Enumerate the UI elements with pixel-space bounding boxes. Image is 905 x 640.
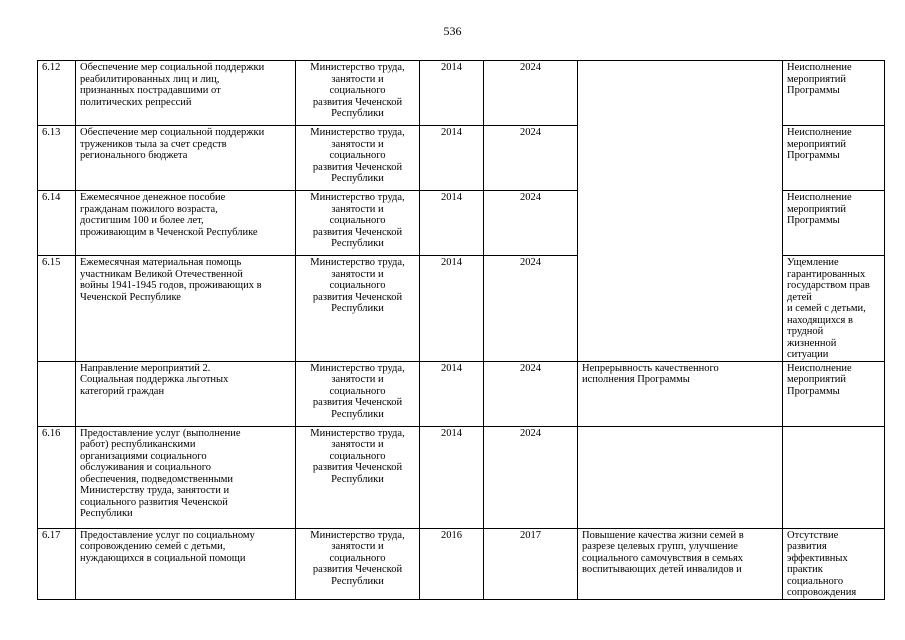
page-number: 536 [443,24,462,38]
end-year: 2024 [484,361,578,426]
row-number: 6.17 [38,528,76,599]
table-row [38,61,885,126]
measure-name: Обеспечение мер социальной поддержки реабилитированных лиц и лиц, признанных пострадавшими от политических репрессий [76,61,296,126]
measure-name: Ежемесячная материальная помощь участникам Великой Отечественной войны 1941-1945 годов, проживающих в Чеченской Республике [76,256,296,362]
expected-result [578,426,783,528]
risk-consequence: Неисполнение мероприятий Программы [783,191,885,256]
executor: Министерство труда, занятости и социального развития Чеченской Республики [296,126,420,191]
row-number: 6.16 [38,426,76,528]
end-year: 2024 [484,126,578,191]
start-year: 2016 [420,528,484,599]
expected-result [578,61,783,362]
end-year: 2024 [484,426,578,528]
row-number: 6.14 [38,191,76,256]
start-year: 2014 [420,256,484,362]
end-year: 2024 [484,61,578,126]
table-row [38,528,885,599]
expected-result: Непрерывность качественного исполнения Программы [578,361,783,426]
end-year: 2017 [484,528,578,599]
row-number: 6.12 [38,61,76,126]
start-year: 2014 [420,191,484,256]
end-year: 2024 [484,256,578,362]
table-row [38,426,885,528]
start-year: 2014 [420,61,484,126]
measure-name: Предоставление услуг по социальному сопровождению семей с детьми, нуждающихся в социальной помощи [76,528,296,599]
measure-name: Ежемесячное денежное пособие гражданам пожилого возраста, достигшим 100 и более лет, проживающим в Чеченской Республике [76,191,296,256]
measure-name: Предоставление услуг (выполнение работ) республиканскими организациями социального обслуживания и социального обеспечения, подведомственными Министерству труда, занятости и социального развития Чеченской Республики [76,426,296,528]
measure-name: Направление мероприятий 2. Социальная поддержка льготных категорий граждан [76,361,296,426]
risk-consequence: Неисполнение мероприятий Программы [783,126,885,191]
risk-consequence: Отсутствие развития эффективных практик социального сопровождения [783,528,885,599]
expected-result: Повышение качества жизни семей в разрезе целевых групп, улучшение социального самочувствия в семьях воспитывающих детей инвалидов и [578,528,783,599]
start-year: 2014 [420,361,484,426]
executor: Министерство труда, занятости и социального развития Чеченской Республики [296,426,420,528]
risk-consequence: Неисполнение мероприятий Программы [783,61,885,126]
row-number: 6.15 [38,256,76,362]
executor: Министерство труда, занятости и социального развития Чеченской Республики [296,191,420,256]
row-number [38,361,76,426]
measure-name: Обеспечение мер социальной поддержки тружеников тыла за счет средств регионального бюджета [76,126,296,191]
executor: Министерство труда, занятости и социального развития Чеченской Республики [296,61,420,126]
executor: Министерство труда, занятости и социального развития Чеченской Республики [296,361,420,426]
row-number: 6.13 [38,126,76,191]
risk-consequence [783,426,885,528]
start-year: 2014 [420,126,484,191]
start-year: 2014 [420,426,484,528]
program-table [37,60,885,600]
executor: Министерство труда, занятости и социального развития Чеченской Республики [296,256,420,362]
risk-consequence: Ущемление гарантированных государством прав детей и семей с детьми, находящихся в трудной жизненной ситуации [783,256,885,362]
risk-consequence: Неисполнение мероприятий Программы [783,361,885,426]
table-row [38,361,885,426]
end-year: 2024 [484,191,578,256]
executor: Министерство труда, занятости и социального развития Чеченской Республики [296,528,420,599]
